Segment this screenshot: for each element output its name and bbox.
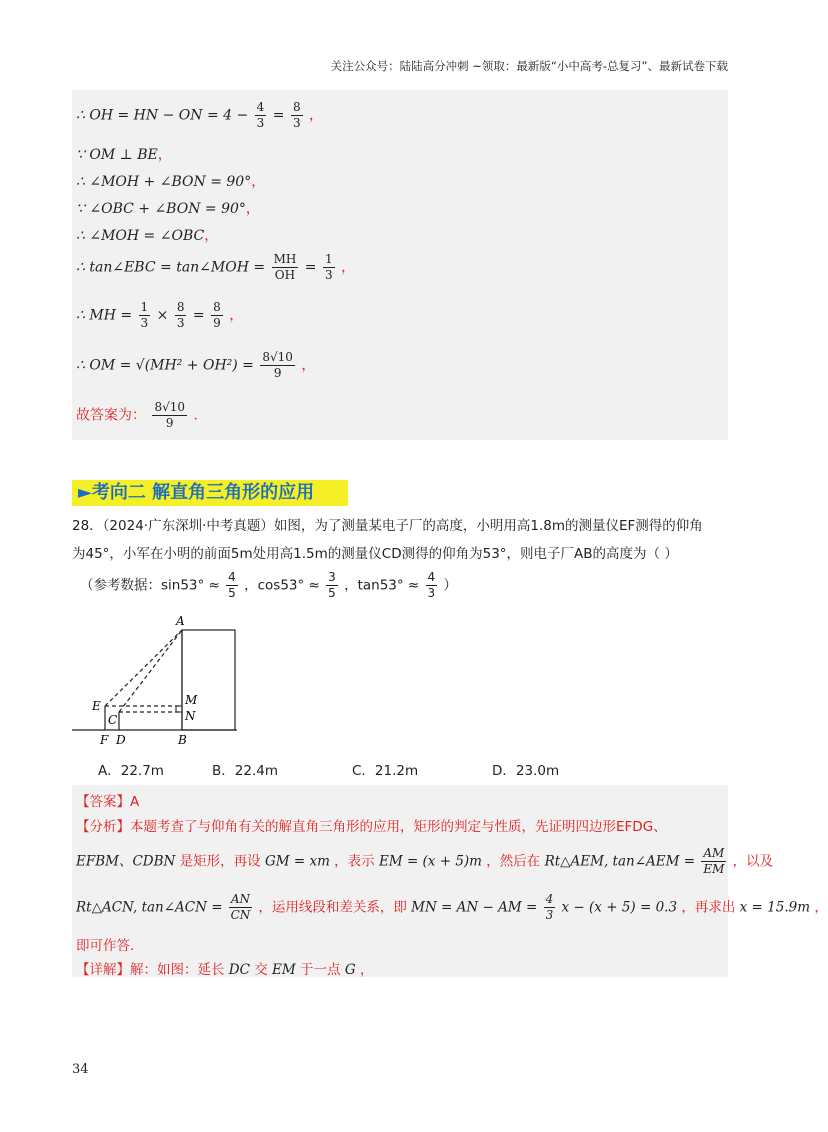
solution-line-2: ∵ OM ⊥ BE， — [76, 147, 172, 163]
page-header: 关注公众号：陆陆高分冲刺 ~领取：最新版“小中高考-总复习”、最新试卷下载 — [330, 59, 728, 73]
label-B: B — [178, 733, 187, 747]
solution-line-6: ∴ tan∠EBC = tan∠MOH = $\frac{MH}{OH}$ = $\frac{1}{3}$ ， — [76, 252, 356, 282]
question-line-2: 为45°，小军在小明的前面5m处用高1.5m的测量仪CD测得的仰角为53°，则电子厂AB的高度为（ ） — [72, 546, 678, 562]
label-F: F — [100, 733, 109, 747]
question-line-1: 28．（2024·广东深圳·中考真题）如图，为了测量某电子厂的高度，小明用高1.8m的测量仪EF测得的仰角 — [72, 518, 703, 534]
label-M: M — [185, 693, 198, 707]
solution-line-4: ∵ ∠OBC + ∠BON = 90°， — [76, 201, 260, 217]
choice-D[interactable]: D．23.0m — [492, 763, 560, 779]
choice-C[interactable]: C．21.2m — [352, 763, 419, 779]
section-heading: ►考向二 解直角三角形的应用 — [72, 480, 348, 506]
choice-B[interactable]: B．22.4m — [212, 763, 278, 779]
reference-data: （参考数据：sin53° ≈ $\frac{4}{5}$ ，cos53° ≈ $\frac{3}{5}$ ，tan53° ≈ $\frac{4}{3}$ ） — [80, 570, 457, 600]
solution-line-5: ∴ ∠MOH = ∠OBC， — [76, 228, 219, 244]
geometry-figure — [72, 612, 252, 748]
sightline-EA — [105, 630, 182, 706]
right-angle-mark — [176, 706, 182, 712]
solution-line-8: ∴ OM = √(MH² + OH²) = $\frac{8√10}{9}$ ， — [76, 350, 316, 380]
label-D: D — [116, 733, 126, 747]
label-N: N — [185, 709, 196, 723]
analysis-line-2: EFBM、CDBN 是矩形，再设 GM = xm ，表示 EM = (x + 5)m ，然后在 Rt△AEM, tan∠AEM = $\frac{AM}{EM}$ ，以及 — [76, 846, 774, 876]
solution-line-7: ∴ MH = $\frac{1}{3}$ × $\frac{8}{3}$ = $\frac{8}{9}$ ， — [76, 300, 244, 330]
solution-answer-line: 故答案为： $\frac{8√10}{9}$ . — [76, 400, 198, 430]
solution-line-3: ∴ ∠MOH + ∠BON = 90°， — [76, 174, 266, 190]
analysis-line-1: 【分析】本题考查了与仰角有关的解直角三角形的应用，矩形的判定与性质，先证明四边形EFDG、 — [76, 819, 667, 835]
label-C: C — [108, 713, 118, 727]
page-number: 34 — [72, 1062, 89, 1077]
solution-line-1: ∴ OH = HN − ON = 4 − $\frac{4}{3}$ = $\frac{8}{3}$ ， — [76, 100, 324, 130]
label-E: E — [92, 699, 101, 713]
label-A: A — [176, 614, 185, 628]
sightline-CA — [119, 630, 182, 712]
answer-line: 【答案】A — [76, 794, 140, 810]
choice-A[interactable]: A．22.7m — [98, 763, 164, 779]
detail-line: 【详解】解：如图：延长 DC 交 EM 于一点 G ， — [76, 962, 374, 978]
answer-box — [72, 785, 728, 977]
analysis-line-3: Rt△ACN, tan∠ACN = $\frac{AN}{CN}$ ，运用线段和差关系，即 MN = AN − AM = $\frac{4}{3}$ x − (x + 5) = 0.3 ，再求出 x = 15.9m ， — [76, 892, 828, 922]
analysis-line-4: 即可作答． — [76, 938, 144, 954]
